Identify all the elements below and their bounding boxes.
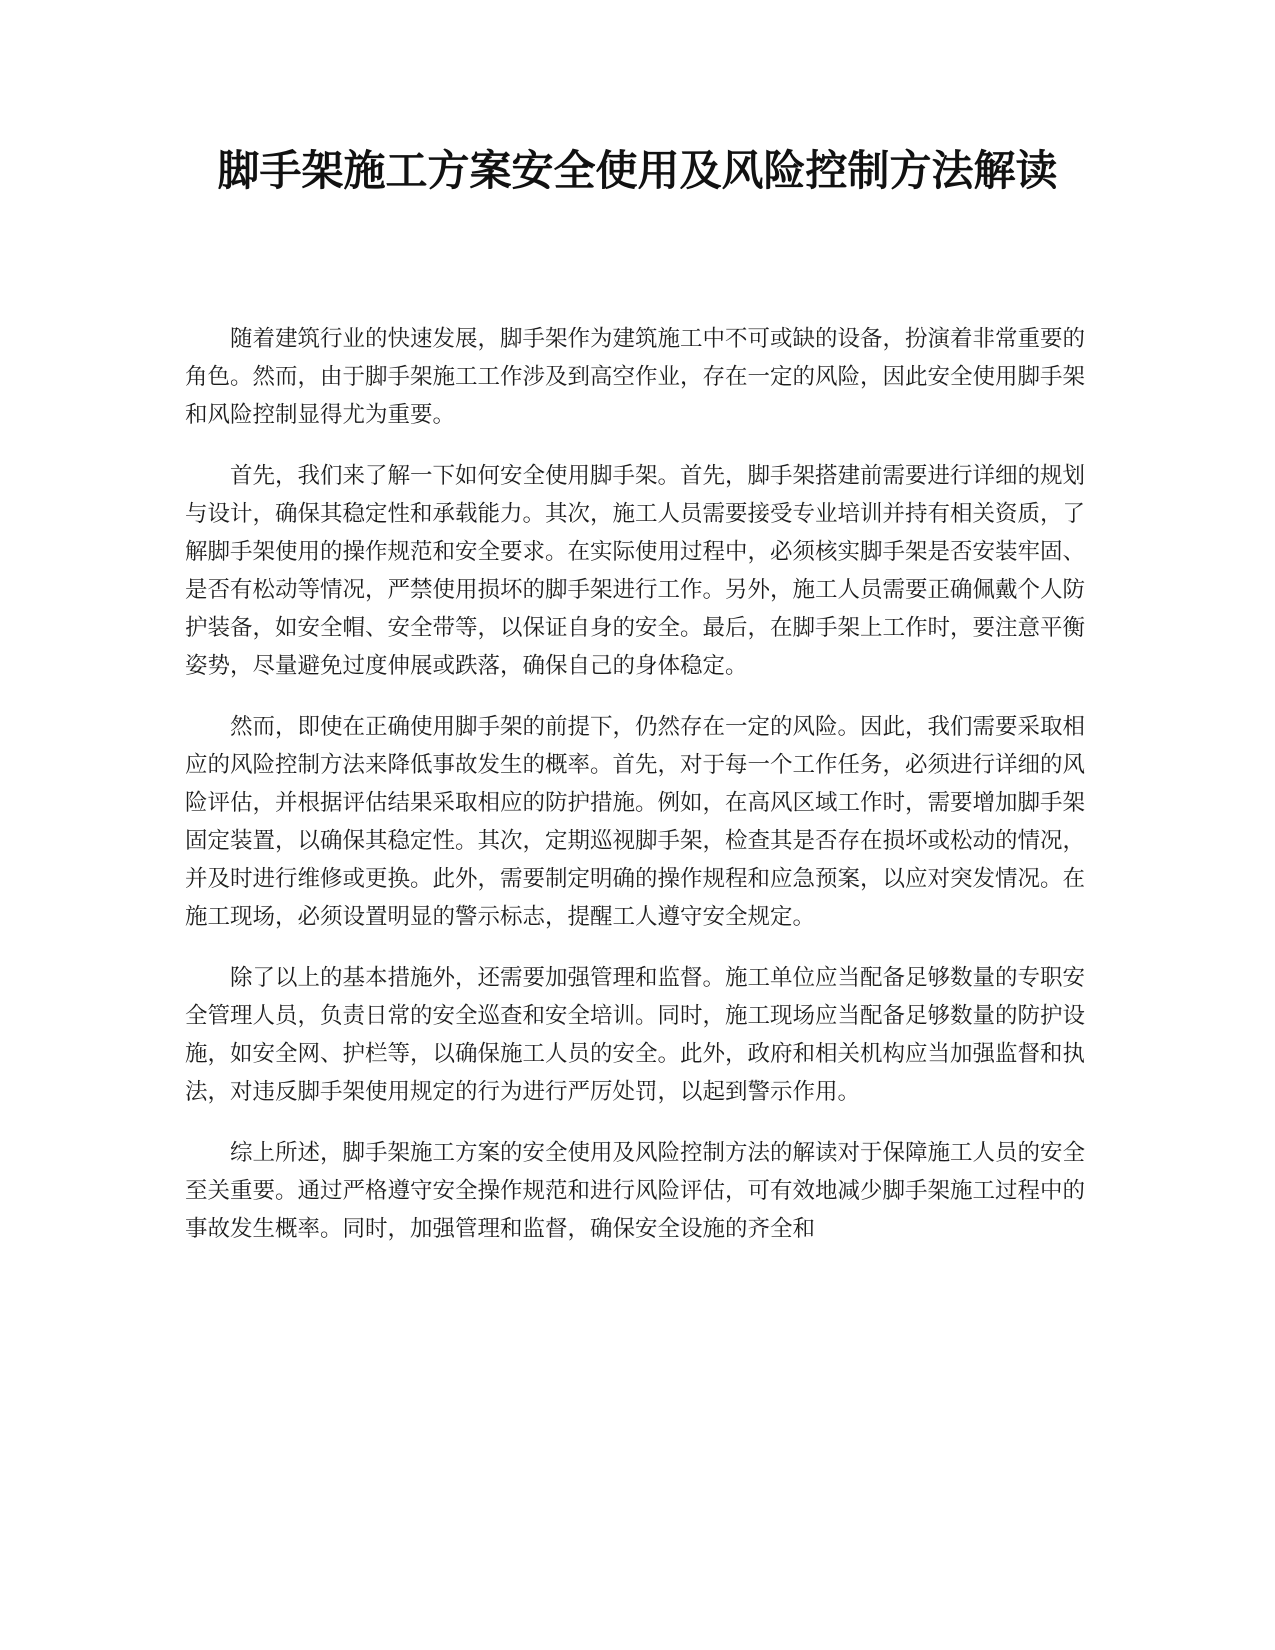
document-body [185,320,1085,1271]
paragraph-management: 除了以上的基本措施外，还需要加强管理和监督。施工单位应当配备足够数量的专职安全管理人员，负责日常的安全巡查和安全培训。同时，施工现场应当配备足够数量的防护设施，如安全网、护栏等，以确保施工人员的安全。此外，政府和相关机构应当加强监督和执法，对违反脚手架使用规定的行为进行严厉处罚，以起到警示作用。 [185,965,1086,1105]
paragraph-intro: 随着建筑行业的快速发展，脚手架作为建筑施工中不可或缺的设备，扮演着非常重要的角色。然而，由于脚手架施工工作涉及到高空作业，存在一定的风险，因此安全使用脚手架和风险控制显得尤为重要。 [185,326,1086,428]
paragraph-risk-control: 然而，即使在正确使用脚手架的前提下，仍然存在一定的风险。因此，我们需要采取相应的风险控制方法来降低事故发生的概率。首先，对于每一个工作任务，必须进行详细的风险评估，并根据评估结果采取相应的防护措施。例如，在高风区域工作时，需要增加脚手架固定装置，以确保其稳定性。其次，定期巡视脚手架，检查其是否存在损坏或松动的情况，并及时进行维修或更换。此外，需要制定明确的操作规程和应急预案，以应对突发情况。在施工现场，必须设置明显的警示标志，提醒工人遵守安全规定。 [185,714,1086,930]
paragraph-summary: 综上所述，脚手架施工方案的安全使用及风险控制方法的解读对于保障施工人员的安全至关重要。通过严格遵守安全操作规范和进行风险评估，可有效地减少脚手架施工过程中的事故发生概率。同时，加强管理和监督，确保安全设施的齐全和 [185,1140,1086,1242]
paragraph-safe-use: 首先，我们来了解一下如何安全使用脚手架。首先，脚手架搭建前需要进行详细的规划与设计，确保其稳定性和承载能力。其次，施工人员需要接受专业培训并持有相关资质，了解脚手架使用的操作规范和安全要求。在实际使用过程中，必须核实脚手架是否安装牢固、是否有松动等情况，严禁使用损坏的脚手架进行工作。另外，施工人员需要正确佩戴个人防护装备，如安全帽、安全带等，以保证自身的安全。最后，在脚手架上工作时，要注意平衡姿势，尽量避免过度伸展或跌落，确保自己的身体稳定。 [185,463,1086,679]
document-title: 脚手架施工方案安全使用及风险控制方法解读 [217,146,1058,195]
